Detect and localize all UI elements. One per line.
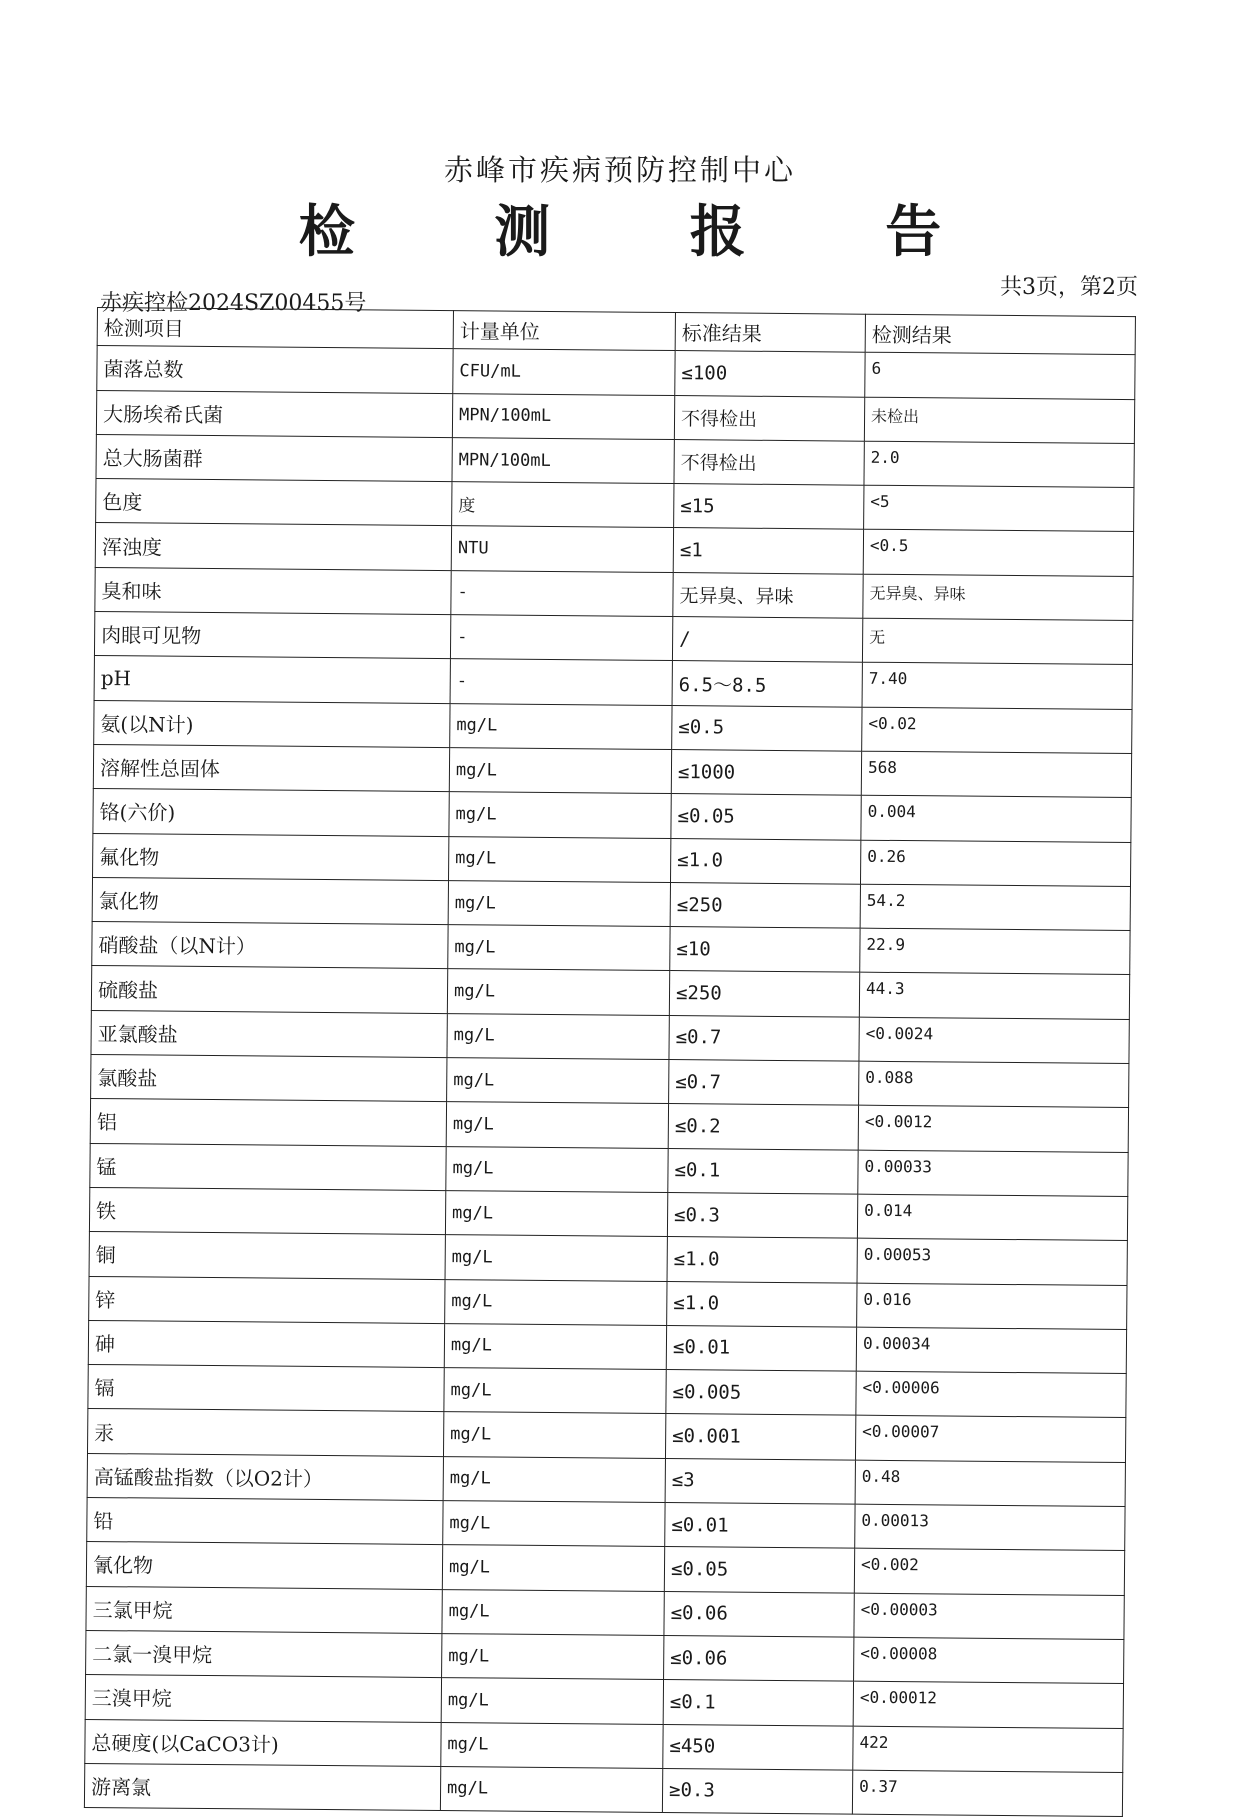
row-item-name: 肉眼可见物 [94, 612, 450, 659]
row-unit: mg/L [446, 1102, 668, 1148]
row-standard: ≤0.01 [666, 1325, 856, 1371]
row-standard: ≤0.3 [667, 1192, 857, 1238]
row-item-name: 臭和味 [95, 567, 451, 614]
row-item-name: 总大肠菌群 [96, 434, 452, 481]
row-result: 0.088 [859, 1061, 1129, 1108]
organization-name: 赤峰市疾病预防控制中心 [443, 153, 796, 187]
row-unit: MPN/100mL [452, 393, 674, 439]
row-standard: ≤450 [663, 1724, 853, 1770]
column-header-result: 检测结果 [865, 314, 1135, 355]
row-item-name: 汞 [87, 1409, 443, 1456]
row-standard: ≤1.0 [667, 1237, 857, 1283]
row-standard: ≤250 [670, 882, 860, 928]
row-result: 7.40 [862, 663, 1132, 710]
row-result: 22.9 [860, 928, 1130, 975]
row-item-name: 硝酸盐（以N计） [92, 922, 448, 969]
results-table-container [84, 307, 1136, 1817]
row-result: <0.00012 [853, 1681, 1123, 1728]
row-item-name: 锌 [89, 1276, 445, 1323]
row-standard: ≤10 [670, 927, 860, 973]
row-result: 0.00013 [855, 1504, 1125, 1551]
page-indicator: 共3页，第2页 [1000, 275, 1138, 300]
row-result: 54.2 [860, 884, 1130, 931]
row-result: <0.5 [863, 530, 1133, 577]
row-result: <0.00006 [856, 1371, 1126, 1418]
row-item-name: 铝 [90, 1099, 446, 1146]
row-unit: mg/L [442, 1589, 664, 1635]
row-standard: ≤1.0 [671, 838, 861, 884]
row-result: 0.00033 [858, 1150, 1128, 1197]
row-standard: ≤0.7 [669, 1060, 859, 1106]
row-unit: NTU [451, 526, 673, 572]
row-item-name: pH [94, 656, 450, 703]
row-standard: 6.5～8.5 [672, 661, 862, 707]
row-standard: ≤0.1 [663, 1680, 853, 1726]
row-unit: mg/L [445, 1191, 667, 1237]
row-unit: mg/L [443, 1412, 665, 1458]
row-unit: mg/L [449, 792, 671, 838]
row-item-name: 铅 [87, 1497, 443, 1544]
row-item-name: 浑浊度 [95, 523, 451, 570]
row-result: 0.00053 [857, 1238, 1127, 1285]
row-unit: mg/L [449, 836, 671, 882]
row-item-name: 氯酸盐 [91, 1055, 447, 1102]
results-table [84, 307, 1136, 1817]
row-unit: mg/L [446, 1146, 668, 1192]
document-title: 检 测 报 告 [298, 199, 1002, 265]
row-item-name: 砷 [88, 1320, 444, 1367]
row-unit: CFU/mL [453, 349, 675, 395]
row-item-name: 硫酸盐 [91, 966, 447, 1013]
row-unit: mg/L [443, 1501, 665, 1547]
row-result: 0.48 [855, 1460, 1125, 1507]
row-unit: mg/L [445, 1235, 667, 1281]
row-standard: ≤0.2 [668, 1104, 858, 1150]
row-standard: 不得检出 [674, 439, 864, 485]
row-standard: ≤0.7 [669, 1015, 859, 1061]
row-unit: mg/L [441, 1722, 663, 1768]
row-item-name: 色度 [96, 479, 452, 526]
row-unit: mg/L [442, 1633, 664, 1679]
row-standard: 不得检出 [674, 395, 864, 441]
row-item-name: 亚氯酸盐 [91, 1010, 447, 1057]
row-item-name: 氰化物 [86, 1542, 442, 1589]
row-result: <0.0024 [859, 1017, 1129, 1064]
row-unit: mg/L [447, 1013, 669, 1059]
row-unit: mg/L [449, 748, 671, 794]
row-result: 44.3 [859, 973, 1129, 1020]
row-item-name: 铁 [89, 1187, 445, 1234]
row-result: <0.002 [854, 1548, 1124, 1595]
row-unit: mg/L [443, 1456, 665, 1502]
row-result: <5 [864, 485, 1134, 532]
row-standard: ≤0.005 [666, 1370, 856, 1416]
row-result: 未检出 [864, 397, 1134, 444]
row-standard: ≤250 [669, 971, 859, 1017]
row-result: 2.0 [864, 441, 1134, 488]
row-standard: ≤0.01 [665, 1503, 855, 1549]
row-result: 0.014 [857, 1194, 1127, 1241]
row-result: 568 [861, 751, 1131, 798]
row-standard: ≥0.3 [662, 1768, 852, 1814]
column-header-unit: 计量单位 [453, 311, 675, 351]
row-result: 422 [853, 1726, 1123, 1773]
row-unit: mg/L [448, 925, 670, 971]
row-unit: - [450, 615, 672, 661]
row-standard: ≤0.001 [665, 1414, 855, 1460]
row-unit: - [451, 570, 673, 616]
row-item-name: 氟化物 [93, 833, 449, 880]
row-item-name: 高锰酸盐指数（以O2计） [87, 1453, 443, 1500]
row-item-name: 锰 [90, 1143, 446, 1190]
row-standard: 无异臭、异味 [673, 572, 863, 618]
row-unit: mg/L [447, 969, 669, 1015]
row-unit: mg/L [450, 703, 672, 749]
row-standard: ≤0.06 [664, 1591, 854, 1637]
row-item-name: 菌落总数 [97, 346, 453, 393]
column-header-item: 检测项目 [97, 308, 453, 349]
row-result: 0.016 [857, 1283, 1127, 1330]
row-unit: mg/L [448, 880, 670, 926]
row-standard: ≤1.0 [667, 1281, 857, 1327]
row-unit: 度 [452, 482, 674, 528]
row-standard: ≤0.05 [671, 794, 861, 840]
row-standard: ≤0.5 [672, 705, 862, 751]
row-item-name: 总硬度(以CaCO3计) [85, 1719, 441, 1766]
row-result: <0.0012 [858, 1106, 1128, 1153]
row-standard: ≤0.1 [668, 1148, 858, 1194]
report-number: 赤疾控检2024SZ00455号 [100, 291, 367, 316]
row-result: 无 [862, 618, 1132, 665]
row-unit: mg/L [447, 1058, 669, 1104]
row-standard: ≤15 [674, 484, 864, 530]
row-result: 无异臭、异味 [863, 574, 1133, 621]
row-unit: mg/L [444, 1368, 666, 1414]
row-result: <0.00008 [854, 1637, 1124, 1684]
row-item-name: 铬(六价) [93, 789, 449, 836]
row-item-name: 氯化物 [92, 877, 448, 924]
row-standard: / [672, 617, 862, 663]
row-unit: mg/L [442, 1545, 664, 1591]
row-unit: mg/L [445, 1279, 667, 1325]
row-standard: ≤1 [673, 528, 863, 574]
row-item-name: 氨(以N计) [94, 700, 450, 747]
row-standard: ≤3 [665, 1458, 855, 1504]
row-result: 0.26 [860, 840, 1130, 887]
row-result: <0.00007 [855, 1416, 1125, 1463]
row-item-name: 游离氯 [84, 1763, 440, 1810]
row-item-name: 三氯甲烷 [86, 1586, 442, 1633]
row-result: 6 [865, 353, 1135, 400]
row-item-name: 铜 [89, 1232, 445, 1279]
row-item-name: 镉 [88, 1365, 444, 1412]
row-unit: mg/L [440, 1766, 662, 1812]
row-unit: mg/L [444, 1323, 666, 1369]
row-standard: ≤100 [675, 351, 865, 397]
row-item-name: 溶解性总固体 [93, 744, 449, 791]
row-item-name: 三溴甲烷 [85, 1675, 441, 1722]
column-header-standard: 标准结果 [675, 313, 865, 353]
row-item-name: 二氯一溴甲烷 [86, 1630, 442, 1677]
row-result: 0.00034 [856, 1327, 1126, 1374]
row-result: <0.02 [862, 707, 1132, 754]
row-result: <0.00003 [854, 1593, 1124, 1640]
row-unit: - [450, 659, 672, 705]
row-item-name: 大肠埃希氏菌 [96, 390, 452, 437]
table-row [84, 1763, 1122, 1816]
row-result: 0.004 [861, 795, 1131, 842]
row-standard: ≤0.06 [664, 1635, 854, 1681]
row-standard: ≤1000 [671, 750, 861, 796]
row-result: 0.37 [852, 1770, 1122, 1817]
row-unit: mg/L [441, 1678, 663, 1724]
row-standard: ≤0.05 [664, 1547, 854, 1593]
row-unit: MPN/100mL [452, 437, 674, 483]
